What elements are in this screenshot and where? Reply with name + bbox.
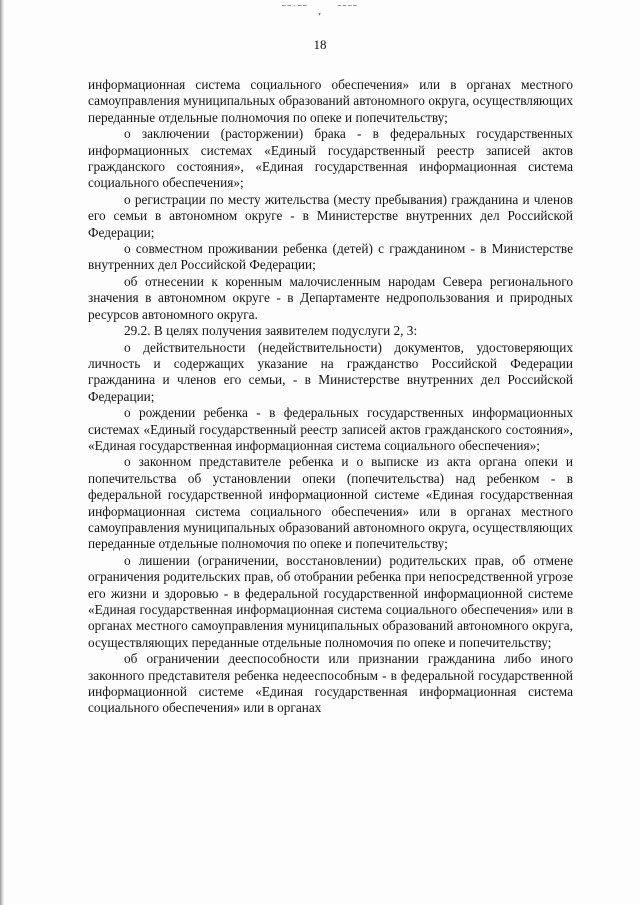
scan-mark-right: ~~~~	[337, 2, 359, 10]
document-body	[88, 77, 573, 717]
paragraph-cohabitation: о совместном проживании ребенка (детей) с гражданином - в Министерстве внутренних дел Российской Федерации;	[88, 241, 573, 273]
scan-mark-left: ~~-~~	[281, 2, 308, 10]
page-number: 18	[313, 37, 327, 52]
scan-mark-dot: ▾	[317, 11, 323, 18]
paragraph-marriage: о заключении (расторжении) брака - в федеральных государственных информационных системах «Единый государственный реестр записей актов гражданского состояния», «Единая государственная информационная система социального обеспечения»;	[88, 126, 573, 191]
paragraph-incapacity: об ограничении дееспособности или признании гражданина либо иного законного представителя ребенка недееспособным - в федеральной государственной информационной системе «Единая государственная информационная система социального обеспечения» или в органах	[88, 651, 573, 716]
scan-header-marks	[0, 2, 640, 18]
scan-edge-shadow	[0, 0, 5, 905]
paragraph-child-birth: о рождении ребенка - в федеральных государственных информационных системах «Единый государственный реестр записей актов гражданского состояния», «Единая государственная информационная система социального обеспечения»;	[88, 405, 573, 453]
paragraph-parental-rights: о лишении (ограничении, восстановлении) родительских прав, об отмене ограничения родительских прав, об отобрании ребенка при непосредственной угрозе его жизни и здоровью - в федеральной государственной информационной системе «Единая государственная информационная система социального обеспечения» или в органах местного самоуправления муниципальных образований автономного округа, осуществляющих переданные отдельные полномочия по опеке и попечительству;	[88, 552, 573, 650]
paragraph-section-29-2: 29.2. В целях получения заявителем подуслуги 2, 3:	[124, 323, 418, 339]
paragraph-indigenous: об отнесении к коренным малочисленным народам Севера регионального значения в автономном округе - в Департаменте недропользования и природных ресурсов автономного округа.	[88, 273, 573, 322]
paragraph-registration: о регистрации по месту жительства (месту пребывания) гражданина и членов его семьи в автономном округе - в Министерстве внутренних дел Российской Федерации;	[88, 191, 573, 240]
paragraph-legal-representative: о законном представителе ребенка и о выписке из акта органа опеки и попечительства об установлении опеки (попечительства) над ребенком - в федеральной государственной информационной системе «Единая государственная информационная система социального обеспечения» или в органах местного самоуправления муниципальных образований автономного округа, осуществляющих переданные отдельные полномочия по опеке и попечительству;	[88, 454, 573, 552]
paragraph-continuation: информационная система социального обеспечения» или в органах местного самоуправления муниципальных образований автономного округа, осуществляющих переданные отдельные полномочия по опеке и попечительству;	[88, 77, 573, 125]
paragraph-documents-validity: о действительности (недействительности) документов, удостоверяющих личность и содержащих указание на гражданство Российской Федерации гражданина и членов его семьи, - в Министерстве внутренних дел Российской Федерации;	[88, 339, 573, 404]
